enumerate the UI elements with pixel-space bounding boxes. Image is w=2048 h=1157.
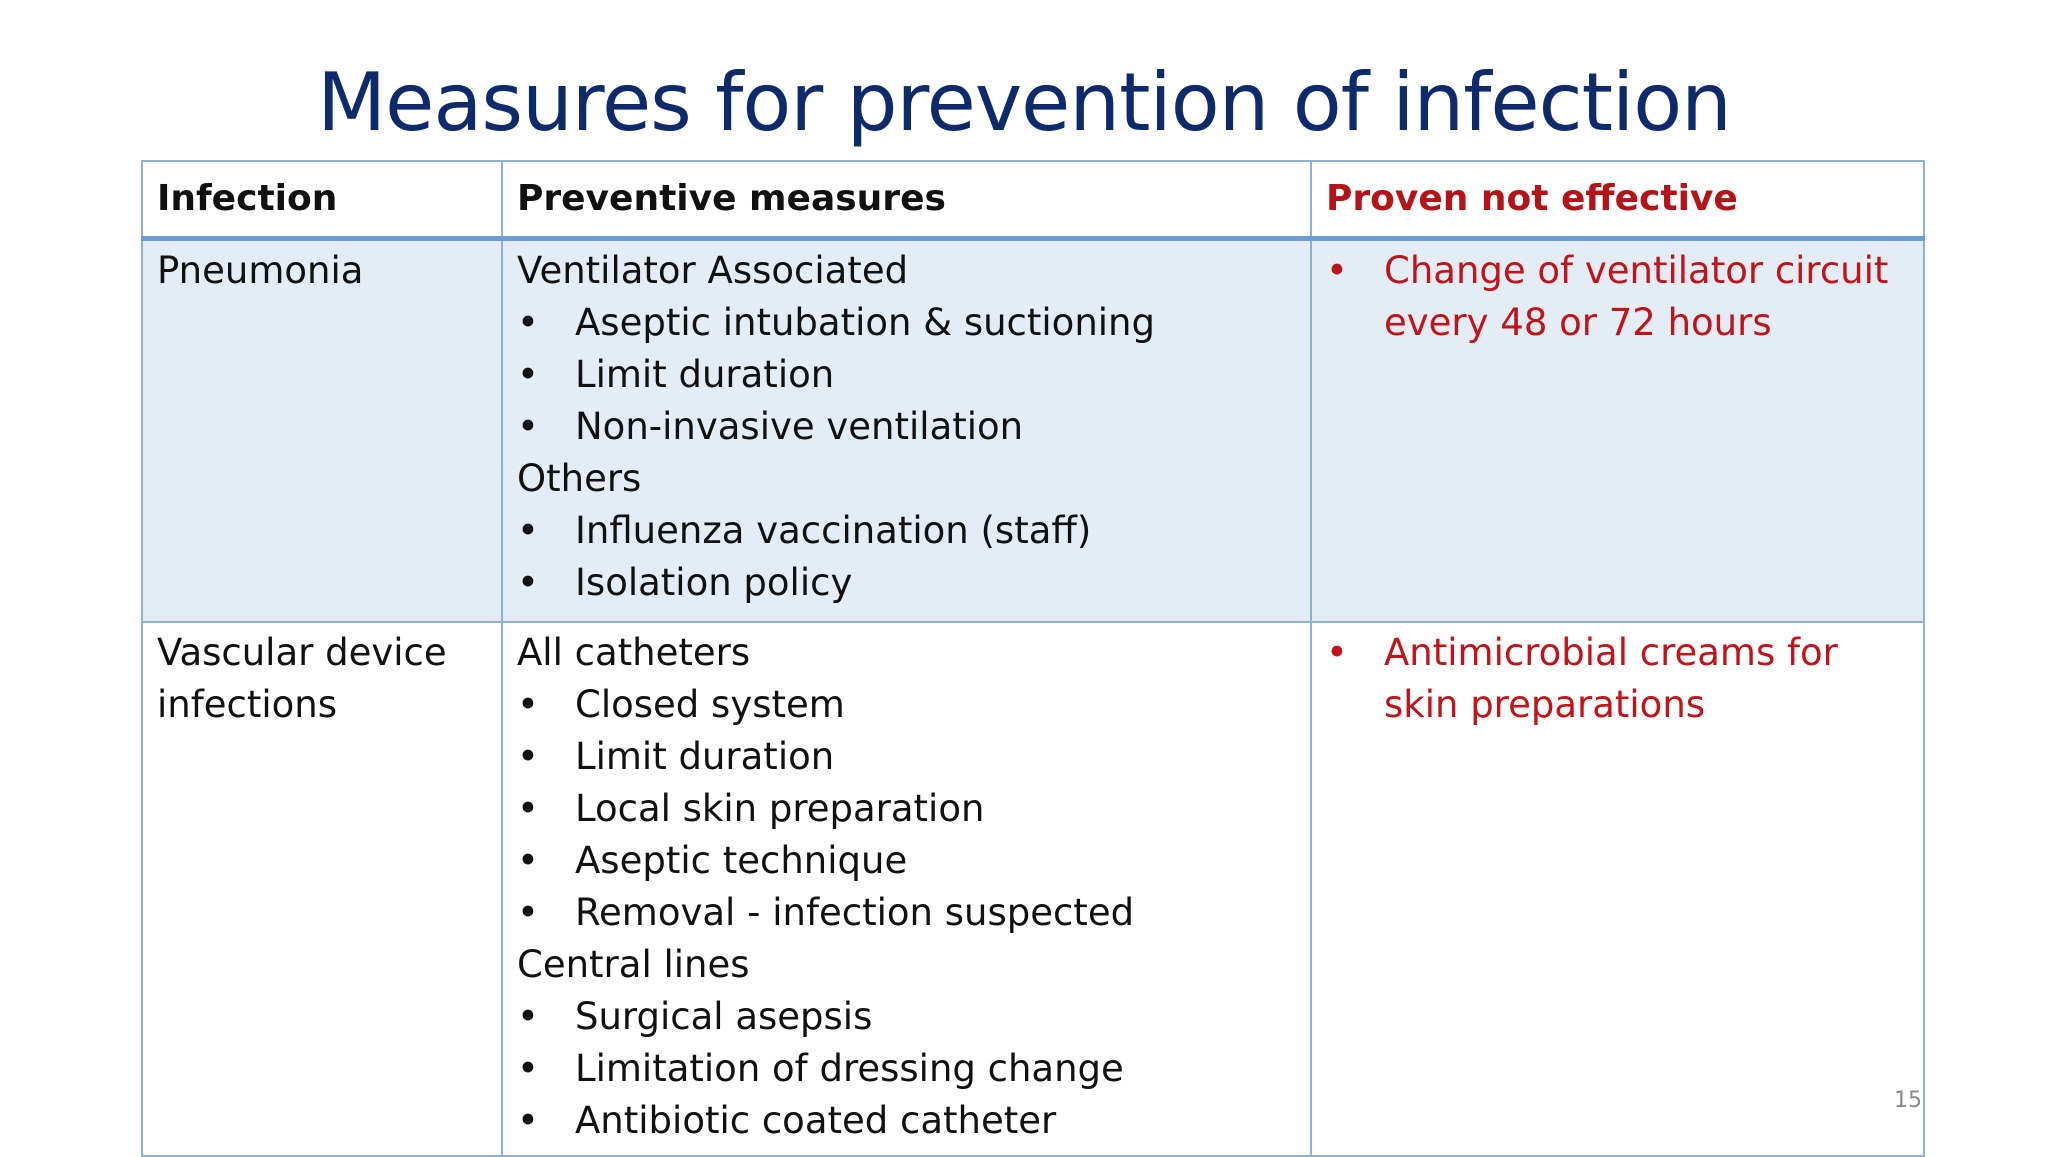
measure-list xyxy=(517,679,1296,939)
infection-cell: Pneumonia xyxy=(142,239,502,623)
infection-cell: Vascular device infections xyxy=(142,622,502,1156)
group-heading: Ventilator Associated xyxy=(517,249,909,292)
bullet-icon: • xyxy=(517,839,539,882)
list-item: • Surgical asepsis xyxy=(517,991,1296,1043)
list-item: • Antimicrobial creams for skin preparations xyxy=(1326,627,1909,731)
bullet-icon: • xyxy=(517,1099,539,1142)
not-effective-cell xyxy=(1311,239,1924,623)
bullet-icon: • xyxy=(517,683,539,726)
page-number: 15 xyxy=(1894,1088,1922,1113)
list-item: • Change of ventilator circuit every 48 or 72 hours xyxy=(1326,245,1909,349)
group-heading: Central lines xyxy=(517,943,750,986)
list-item: • Removal - infection suspected xyxy=(517,887,1296,939)
not-effective-cell xyxy=(1311,622,1924,1156)
not-effective-list xyxy=(1326,245,1909,349)
table-header-row xyxy=(142,161,1924,239)
list-item: • Closed system xyxy=(517,679,1296,731)
list-item: • Local skin preparation xyxy=(517,783,1296,835)
group-heading: All catheters xyxy=(517,631,751,674)
bullet-icon: • xyxy=(517,509,539,552)
header-proven-not-effective: Proven not effective xyxy=(1311,161,1924,239)
bullet-icon: • xyxy=(517,995,539,1038)
bullet-icon: • xyxy=(517,735,539,778)
prevention-measures-table xyxy=(141,160,1925,1157)
list-item: • Antibiotic coated catheter xyxy=(517,1095,1296,1147)
bullet-icon: • xyxy=(517,353,539,396)
bullet-icon: • xyxy=(1326,249,1348,292)
bullet-icon: • xyxy=(517,891,539,934)
measure-list xyxy=(517,991,1296,1147)
header-preventive-measures: Preventive measures xyxy=(502,161,1311,239)
table-row xyxy=(142,239,1924,623)
bullet-icon: • xyxy=(517,787,539,830)
bullet-icon: • xyxy=(517,1047,539,1090)
list-item: • Limitation of dressing change xyxy=(517,1043,1296,1095)
measure-list xyxy=(517,505,1296,609)
slide-title: Measures for prevention of infection xyxy=(317,56,1731,149)
bullet-icon: • xyxy=(1326,631,1348,674)
header-infection: Infection xyxy=(142,161,502,239)
group-heading: Others xyxy=(517,457,642,500)
preventive-measures-cell xyxy=(502,622,1311,1156)
list-item: • Limit duration xyxy=(517,731,1296,783)
list-item: • Limit duration xyxy=(517,349,1296,401)
list-item: • Non-invasive ventilation xyxy=(517,401,1296,453)
not-effective-list xyxy=(1326,627,1909,731)
list-item: • Isolation policy xyxy=(517,557,1296,609)
list-item: • Aseptic technique xyxy=(517,835,1296,887)
measure-list xyxy=(517,297,1296,453)
bullet-icon: • xyxy=(517,301,539,344)
bullet-icon: • xyxy=(517,405,539,448)
list-item: • Aseptic intubation & suctioning xyxy=(517,297,1296,349)
preventive-measures-cell xyxy=(502,239,1311,623)
bullet-icon: • xyxy=(517,561,539,604)
list-item: • Influenza vaccination (staff) xyxy=(517,505,1296,557)
table-row xyxy=(142,622,1924,1156)
